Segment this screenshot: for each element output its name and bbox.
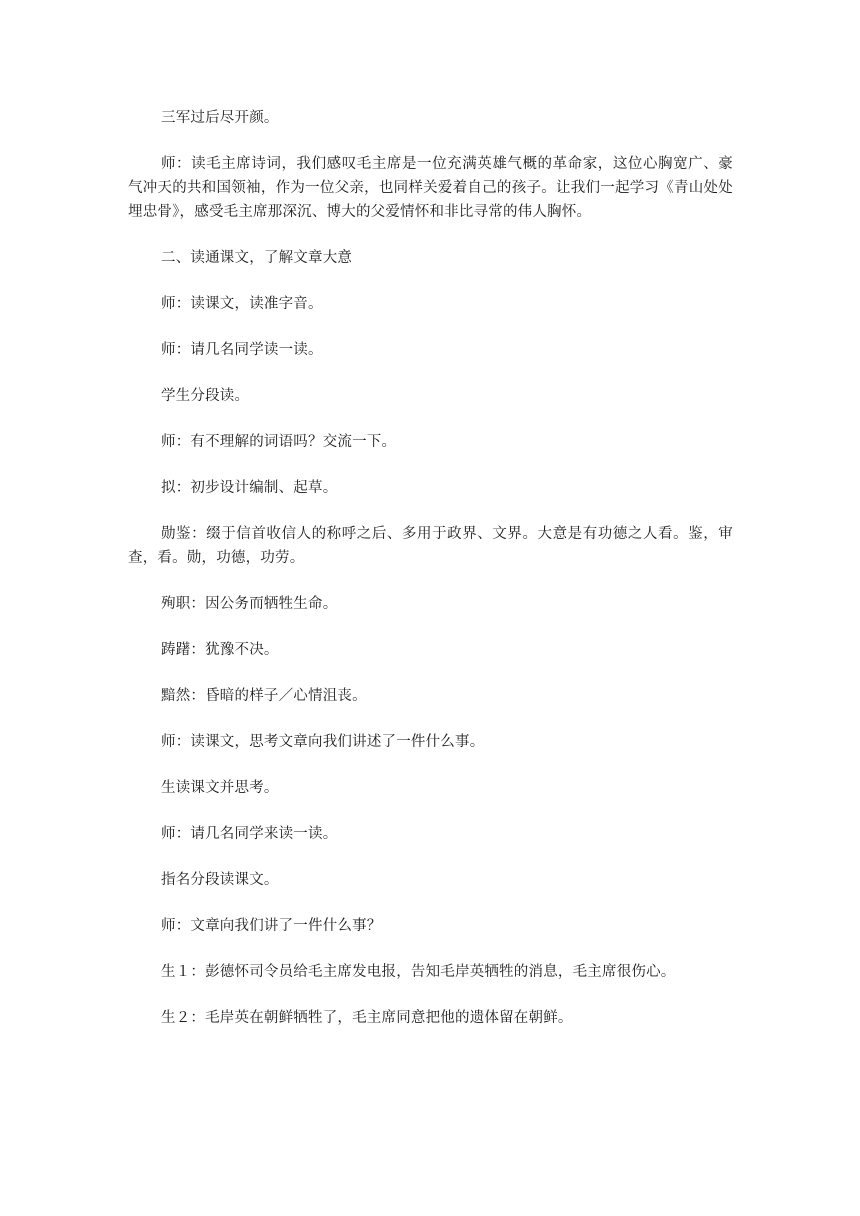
- document-body: [128, 106, 733, 1052]
- paragraph-student-activity: 指名分段读课文。: [161, 872, 279, 888]
- paragraph-teacher-question: 师：有不理解的词语吗？交流一下。: [161, 434, 397, 450]
- paragraph-teacher-instruction: 师：读课文，思考文章向我们讲述了一件什么事。: [161, 734, 485, 750]
- section-heading: 二、读通课文，了解文章大意: [161, 250, 353, 266]
- vocabulary-entry: 勋鉴：缀于信首收信人的称呼之后、多用于政界、文界。大意是有功德之人看。鉴，审查，看。勋，功德，功劳。: [128, 526, 733, 566]
- paragraph-student-activity: 生读课文并思考。: [161, 780, 279, 796]
- paragraph-teacher-instruction: 师：请几名同学来读一读。: [161, 826, 338, 842]
- vocabulary-entry: 黯然：昏暗的样子／心情沮丧。: [161, 688, 367, 704]
- paragraph-teacher-instruction: 师：请几名同学读一读。: [161, 342, 323, 358]
- paragraph-teacher-intro: 师：读毛主席诗词，我们感叹毛主席是一位充满英雄气概的革命家，这位心胸宽广、豪气冲天的共和国领袖，作为一位父亲，也同样关爱着自己的孩子。让我们一起学习《青山处处埋忠骨》，感受毛主席那深沉、博大的父爱情怀和非比寻常的伟人胸怀。: [128, 156, 733, 220]
- paragraph-teacher-instruction: 师：读课文，读准字音。: [161, 296, 323, 312]
- paragraph-student-answer: 生２：毛岸英在朝鲜牺牲了，毛主席同意把他的遗体留在朝鲜。: [161, 1010, 573, 1026]
- paragraph-teacher-question: 师：文章向我们讲了一件什么事？: [161, 918, 382, 934]
- paragraph-student-activity: 学生分段读。: [161, 388, 250, 404]
- paragraph-poem-line: 三军过后尽开颜。: [161, 110, 279, 126]
- vocabulary-entry: 踌躇：犹豫不决。: [161, 642, 279, 658]
- vocabulary-entry: 拟：初步设计编制、起草。: [161, 480, 338, 496]
- paragraph-student-answer: 生１：彭德怀司令员给毛主席发电报，告知毛岸英牺牲的消息，毛主席很伤心。: [161, 964, 676, 980]
- vocabulary-entry: 殉职：因公务而牺牲生命。: [161, 596, 338, 612]
